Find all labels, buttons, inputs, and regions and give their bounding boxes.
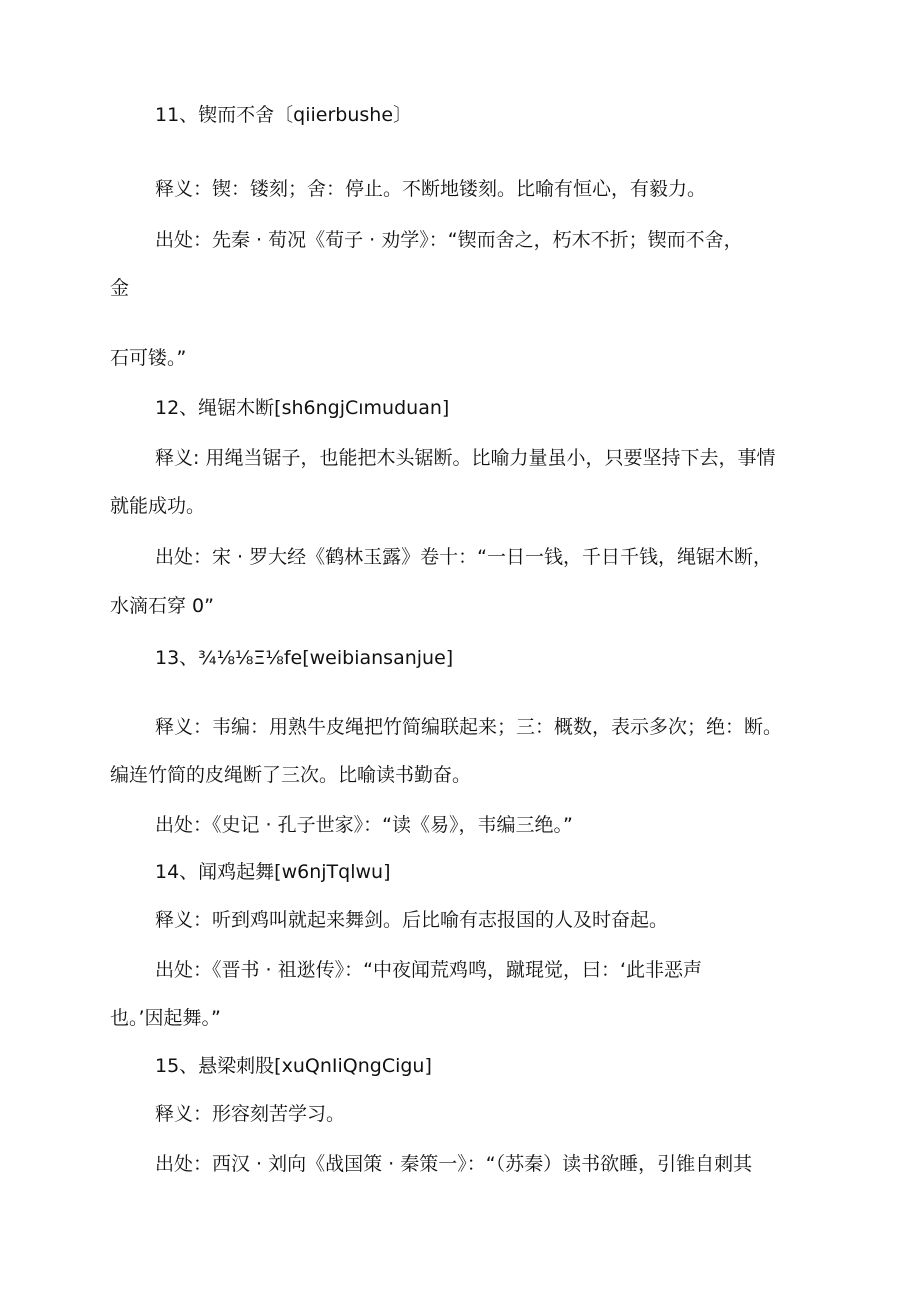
entry-14-source-line-2: 也。’因起舞。”	[110, 1007, 221, 1029]
entry-12-heading: 12、绳锯木断[sh6ngjCımuduan]	[155, 397, 450, 419]
entry-15-heading: 15、悬梁刺股[xuQnIiQngCigu]	[155, 1055, 432, 1077]
entry-13-source: 出处：《史记 · 孔子世家》：“读《易》，韦编三绝。”	[155, 814, 573, 836]
entry-13-heading: 13、¾⅛⅛Ξ⅛fe[weibiansanjue]	[155, 647, 454, 669]
entry-12-meaning-line-1: 释义: 用绳当锯子，也能把木头锯断。比喻力量虽小，只要坚持下去，事情	[155, 447, 776, 469]
entry-12-source-line-2: 水滴石穿 0”	[110, 595, 214, 617]
entry-14-meaning: 释义：听到鸡叫就起来舞剑。后比喻有志报国的人及时奋起。	[155, 909, 669, 931]
entry-13-meaning-line-1: 释义：韦编：用熟牛皮绳把竹简编联起来；三：概数，表示多次；绝：断。	[155, 716, 783, 738]
entry-12-source-line-1: 出处：宋 · 罗大经《鹤林玉露》卷十：“一日一钱，千日千钱，绳锯木断，	[155, 546, 772, 568]
entry-14-source-line-1: 出处：《晋书 · 祖逖传》：“中夜闻荒鸡鸣，蹴琨觉，曰：‘此非恶声	[155, 959, 703, 981]
entry-13-meaning-line-2: 编连竹简的皮绳断了三次。比喻读书勤奋。	[110, 764, 472, 786]
entry-11-source-line-1: 出处：先秦 · 荀况《荀子 · 劝学》：“锲而舍之，朽木不折；锲而不舍，	[155, 229, 743, 251]
entry-15-meaning: 释义：形容刻苦学习。	[155, 1103, 346, 1125]
entry-11-heading: 11、锲而不舍〔qiierbushe〕	[155, 104, 413, 126]
entry-11-source-line-2: 金	[110, 277, 130, 299]
entry-11-meaning: 释义：锲：镂刻；舍：停止。不断地镂刻。比喻有恒心，有毅力。	[155, 178, 707, 200]
entry-11-source-line-3: 石可镂。”	[110, 347, 187, 369]
entry-12-meaning-line-2: 就能成功。	[110, 495, 206, 517]
entry-14-heading: 14、闻鸡起舞[w6njTqlwu]	[155, 861, 391, 883]
entry-15-source: 出处：西汉 · 刘向《战国策 · 秦策一》：“（苏秦）读书欲睡，引锥自刺其	[155, 1153, 753, 1175]
